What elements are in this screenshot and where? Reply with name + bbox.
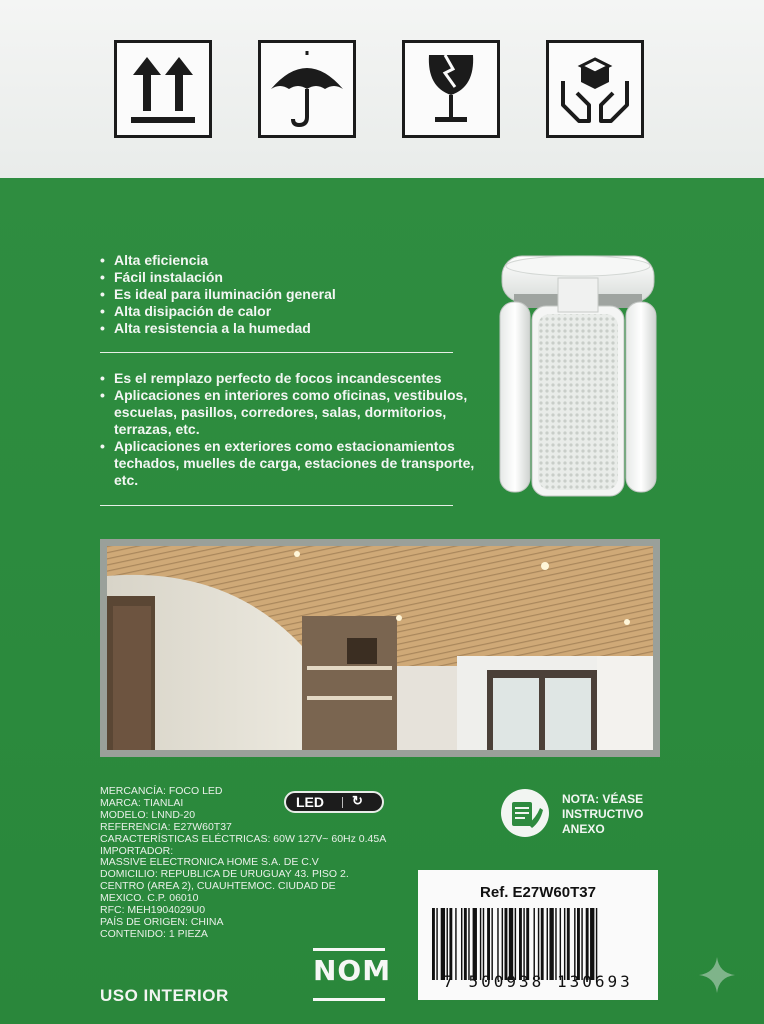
feature-item: • Aplicaciones en exteriores como estacionamientos techados, muelles de carga, estaciones de transporte, etc.	[100, 438, 485, 489]
spec-line: MERCANCÍA: FOCO LED	[100, 785, 223, 797]
features-list-primary	[100, 252, 480, 337]
barcode-bar	[515, 908, 516, 980]
barcode-bar	[523, 908, 524, 980]
barcode-bar	[547, 908, 548, 980]
barcode-bar	[473, 908, 477, 980]
barcode-bar	[436, 908, 437, 980]
spec-line: CARACTERÍSTICAS ELÉCTRICAS: 60W 127V~ 60Hz 0.45A	[100, 832, 387, 845]
barcode-bar	[549, 908, 553, 980]
barcode-bar	[487, 908, 490, 980]
feature-item: • Aplicaciones en interiores como oficinas, vestibulos, escuelas, pasillos, corredores, salas, dormitorios, terrazas, etc.	[100, 387, 485, 438]
barcode-bar	[581, 908, 582, 980]
handle-with-care-icon	[546, 40, 644, 138]
fragile-icon	[402, 40, 500, 138]
spec-line: RFC: MEH1904029U0	[100, 904, 206, 917]
barcode-bar	[538, 908, 539, 980]
spec-line: CONTENIDO: 1 PIEZA	[100, 927, 208, 940]
nom-bottom-rule	[313, 998, 385, 1001]
this-way-up-icon	[114, 40, 212, 138]
spec-line: DOMICILIO: REPUBLICA DE URUGUAY 43. PISO 2.	[100, 868, 349, 881]
nom-logo	[313, 948, 392, 1002]
nom-text: NOM	[313, 954, 392, 987]
spec-line: MASSIVE ELECTRONICA HOME S.A. DE C.V	[100, 856, 319, 869]
feature-item: • Alta resistencia a la humedad	[100, 320, 480, 337]
recycle-icon: ↻	[352, 793, 363, 808]
barcode-bar	[441, 908, 445, 980]
barcode-bar	[560, 908, 561, 980]
barcode-bar	[574, 908, 575, 980]
divider	[100, 352, 453, 353]
barcode-bar	[564, 908, 565, 980]
barcode-bar	[483, 908, 484, 980]
keep-dry-icon	[258, 40, 356, 138]
barcode-bar	[505, 908, 508, 980]
barcode-bar	[455, 908, 456, 980]
nom-top-rule	[313, 948, 385, 951]
spec-line: REFERENCIA: E27W60T37	[100, 820, 232, 833]
badge-separator	[342, 797, 343, 808]
barcode-bar	[526, 908, 529, 980]
reference-code: Ref. E27W60T37	[480, 884, 596, 901]
nota-line: NOTA: VÉASE	[562, 792, 644, 806]
spec-line: MODELO: LNND-20	[100, 808, 196, 821]
features-list-applications	[100, 370, 485, 489]
barcode-bar	[447, 908, 448, 980]
barcode-bar	[519, 908, 522, 980]
barcode	[432, 908, 644, 980]
barcode-bar	[480, 908, 481, 980]
feature-item: • Alta eficiencia	[100, 252, 480, 269]
spec-line: MARCA: TIANLAI	[100, 796, 184, 809]
barcode-bar	[586, 908, 589, 980]
feature-item: • Fácil instalación	[100, 269, 480, 286]
divider	[100, 505, 453, 506]
feature-item: • Es ideal para iluminación general	[100, 286, 480, 303]
barcode-bar	[555, 908, 556, 980]
spec-line: IMPORTADOR:	[100, 844, 174, 857]
read-manual-icon	[500, 788, 550, 838]
barcode-number: 7 500938 130693	[443, 972, 633, 991]
barcode-bar	[491, 908, 492, 980]
feature-item: • Alta disipación de calor	[100, 303, 480, 320]
barcode-bar	[464, 908, 467, 980]
barcode-bar	[497, 908, 498, 980]
led-badge-label: LED	[296, 794, 324, 810]
nota-line: ANEXO	[562, 822, 605, 836]
barcode-bar	[468, 908, 469, 980]
interior-photo	[100, 539, 660, 757]
barcode-bar	[534, 908, 535, 980]
barcode-bar	[509, 908, 513, 980]
barcode-bar	[577, 908, 580, 980]
usage-label: USO INTERIOR	[100, 986, 229, 1005]
spec-line: CENTRO (AREA 2), CUAUHTEMOC. CIUDAD DE	[100, 880, 336, 893]
feature-item: • Es el remplazo perfecto de focos incandescentes	[100, 370, 485, 387]
barcode-bar	[541, 908, 544, 980]
barcode-bar	[502, 908, 503, 980]
led-bulb-image	[496, 250, 660, 498]
led-badge	[284, 791, 384, 813]
sparkle-icon	[697, 955, 737, 995]
barcode-bar	[590, 908, 594, 980]
spec-line: PAÍS DE ORIGEN: CHINA	[100, 915, 224, 928]
nota-instructivo	[562, 792, 643, 837]
barcode-bar	[596, 908, 597, 980]
barcode-bar	[449, 908, 452, 980]
barcode-label	[418, 870, 658, 1000]
barcode-bar	[461, 908, 462, 980]
barcode-bar	[432, 908, 435, 980]
barcode-bar	[567, 908, 570, 980]
nota-line: INSTRUCTIVO	[562, 807, 644, 821]
spec-line: MEXICO. C.P. 06010	[100, 892, 199, 905]
